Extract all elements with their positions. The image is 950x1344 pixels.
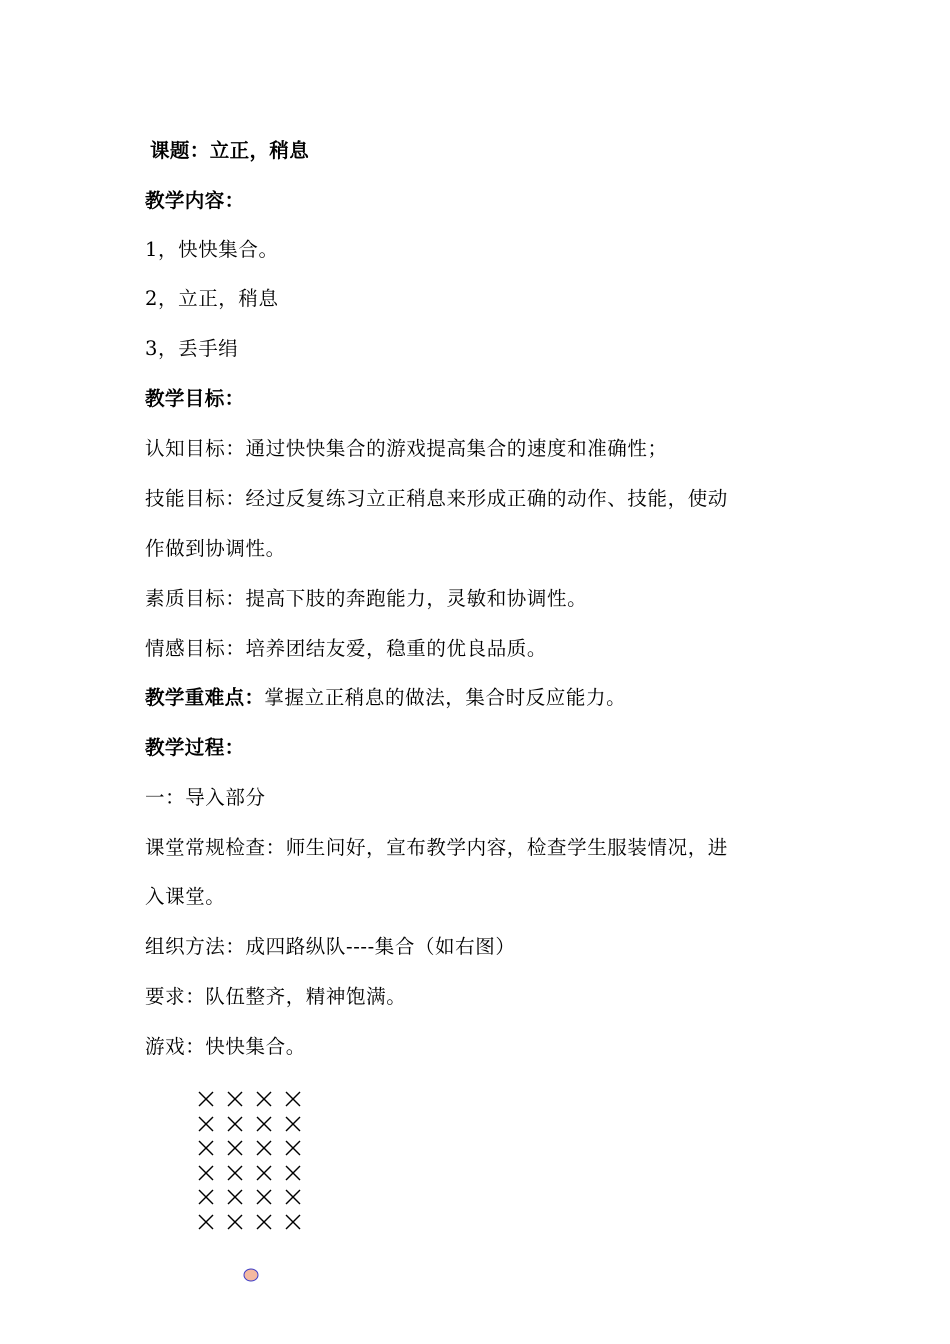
student-cross-icon [284, 1090, 302, 1108]
student-cross-icon [255, 1213, 273, 1231]
key-points [145, 685, 626, 711]
student-cross-icon [255, 1115, 273, 1133]
objectives-heading: 教学目标： [145, 387, 245, 410]
student-cross-icon [197, 1188, 215, 1206]
process-requirement: 要求：队伍整齐，精神饱满。 [145, 985, 407, 1008]
process-part1: 一：导入部分 [145, 786, 266, 809]
student-cross-icon [197, 1213, 215, 1231]
objective-quality: 素质目标：提高下肢的奔跑能力，灵敏和协调性。 [145, 587, 588, 610]
process-game: 游戏：快快集合。 [145, 1035, 306, 1058]
content-item-1: 1，快快集合。 [145, 238, 279, 261]
content-item-3: 3，丢手绢 [145, 337, 239, 360]
student-cross-icon [226, 1213, 244, 1231]
student-formation-diagram [197, 1090, 317, 1240]
process-routine-line2: 入课堂。 [145, 885, 226, 908]
student-cross-icon [255, 1090, 273, 1108]
objective-skill-line1: 技能目标：经过反复练习立正稍息来形成正确的动作、技能，使动 [145, 487, 728, 510]
student-cross-icon [284, 1164, 302, 1182]
student-cross-icon [255, 1139, 273, 1157]
student-cross-icon [226, 1139, 244, 1157]
objective-emotion: 情感目标：培养团结友爱，稳重的优良品质。 [145, 637, 548, 660]
content-heading: 教学内容： [145, 189, 245, 212]
student-cross-icon [197, 1115, 215, 1133]
student-cross-icon [197, 1164, 215, 1182]
student-cross-icon [226, 1090, 244, 1108]
content-item-2: 2，立正，稍息 [145, 287, 279, 310]
objective-skill-line2: 作做到协调性。 [145, 537, 286, 560]
student-cross-icon [197, 1139, 215, 1157]
student-cross-icon [284, 1139, 302, 1157]
teacher-marker-icon [243, 1268, 259, 1282]
process-heading: 教学过程： [145, 736, 245, 759]
student-cross-icon [226, 1115, 244, 1133]
student-cross-icon [226, 1188, 244, 1206]
key-points-text: 掌握立正稍息的做法，集合时反应能力。 [264, 686, 627, 709]
lesson-title: 课题：立正，稍息 [150, 139, 310, 162]
objective-cognitive: 认知目标：通过快快集合的游戏提高集合的速度和准确性； [145, 437, 668, 460]
student-cross-icon [255, 1164, 273, 1182]
student-cross-icon [284, 1188, 302, 1206]
process-organization: 组织方法：成四路纵队----集合（如右图） [145, 935, 516, 958]
student-cross-icon [284, 1115, 302, 1133]
key-points-label: 教学重难点： [145, 686, 265, 709]
student-cross-icon [284, 1213, 302, 1231]
student-cross-icon [255, 1188, 273, 1206]
student-cross-icon [226, 1164, 244, 1182]
process-routine-line1: 课堂常规检查：师生问好，宣布教学内容，检查学生服装情况，进 [145, 836, 728, 859]
student-cross-icon [197, 1090, 215, 1108]
